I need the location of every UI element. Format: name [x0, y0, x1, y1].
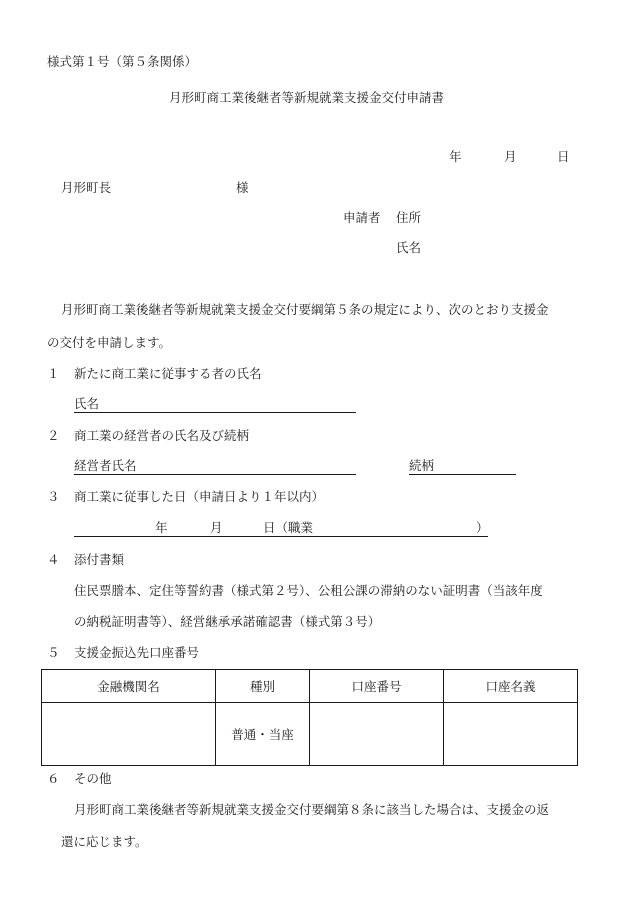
bank-name-cell[interactable]: [42, 703, 216, 766]
section-4-line-2: の納税証明書等）、経営継承承諾確認書（様式第３号）: [74, 614, 381, 629]
section-2-number: ２: [47, 428, 60, 443]
form-number: 様式第１号（第５条関係）: [47, 54, 198, 69]
section-4-heading: 添付書類: [74, 552, 125, 567]
account-number-header: 口座番号: [310, 670, 444, 703]
section-3-day-occupation: 日（職業: [263, 520, 314, 535]
account-type-cell[interactable]: 普通・当座: [216, 703, 310, 766]
section-1-name-label: 氏名: [74, 396, 100, 411]
date-month: 月: [504, 149, 517, 164]
section-1-number: １: [47, 366, 60, 381]
section-3-month: 月: [210, 520, 223, 535]
intro-line-1: 月形町商工業後継者等新規就業支援金交付要綱第５条の規定により、次のとおり支援金: [61, 302, 549, 317]
account-number-cell[interactable]: [310, 703, 444, 766]
applicant-label: 申請者: [343, 210, 381, 225]
date-year: 年: [449, 149, 462, 164]
section-2-relation-label: 続柄: [409, 458, 435, 473]
intro-line-2: の交付を申請します。: [47, 335, 172, 350]
applicant-address-label: 住所: [396, 210, 422, 225]
addressee-name: 月形町長: [61, 180, 112, 195]
bank-table-entry-row: [42, 703, 578, 766]
bank-name-header: 金融機関名: [42, 670, 216, 703]
section-2-owner-label: 経営者氏名: [74, 458, 137, 473]
form-title: 月形町商工業後継者等新規就業支援金交付申請書: [169, 90, 445, 105]
section-3-heading: 商工業に従事した日（申請日より１年以内）: [74, 489, 325, 504]
section-3-number: ３: [47, 489, 60, 504]
section-2-relation-underline: [409, 474, 516, 475]
account-holder-header: 口座名義: [444, 670, 578, 703]
section-2-heading: 商工業の経営者の氏名及び続柄: [74, 428, 250, 443]
section-4-number: ４: [47, 552, 60, 567]
addressee-honorific: 様: [236, 180, 249, 195]
section-2-owner-underline: [74, 474, 356, 475]
date-day: 日: [557, 149, 570, 164]
section-1-heading: 新たに商工業に従事する者の氏名: [74, 366, 262, 381]
section-6-line-2: 還に応じます。: [61, 834, 148, 849]
bank-table-header-row: [42, 670, 578, 703]
bank-account-table: [41, 669, 578, 766]
section-1-name-underline: [74, 412, 356, 413]
section-3-underline: [74, 536, 488, 537]
section-3-year: 年: [155, 520, 168, 535]
section-4-line-1: 住民票謄本、定住等誓約書（様式第２号）、公租公課の滞納のない証明書（当該年度: [74, 583, 543, 598]
section-6-number: ６: [47, 771, 60, 786]
section-5-number: ５: [47, 645, 60, 660]
account-holder-cell[interactable]: [444, 703, 578, 766]
section-6-line-1: 月形町商工業後継者等新規就業支援金交付要綱第８条に該当した場合は、支援金の返: [74, 802, 550, 817]
account-type-header: 種別: [216, 670, 310, 703]
applicant-name-label: 氏名: [396, 240, 422, 255]
section-5-heading: 支援金振込先口座番号: [74, 645, 200, 660]
section-3-close-paren: ）: [476, 520, 489, 535]
section-6-heading: その他: [74, 771, 112, 786]
